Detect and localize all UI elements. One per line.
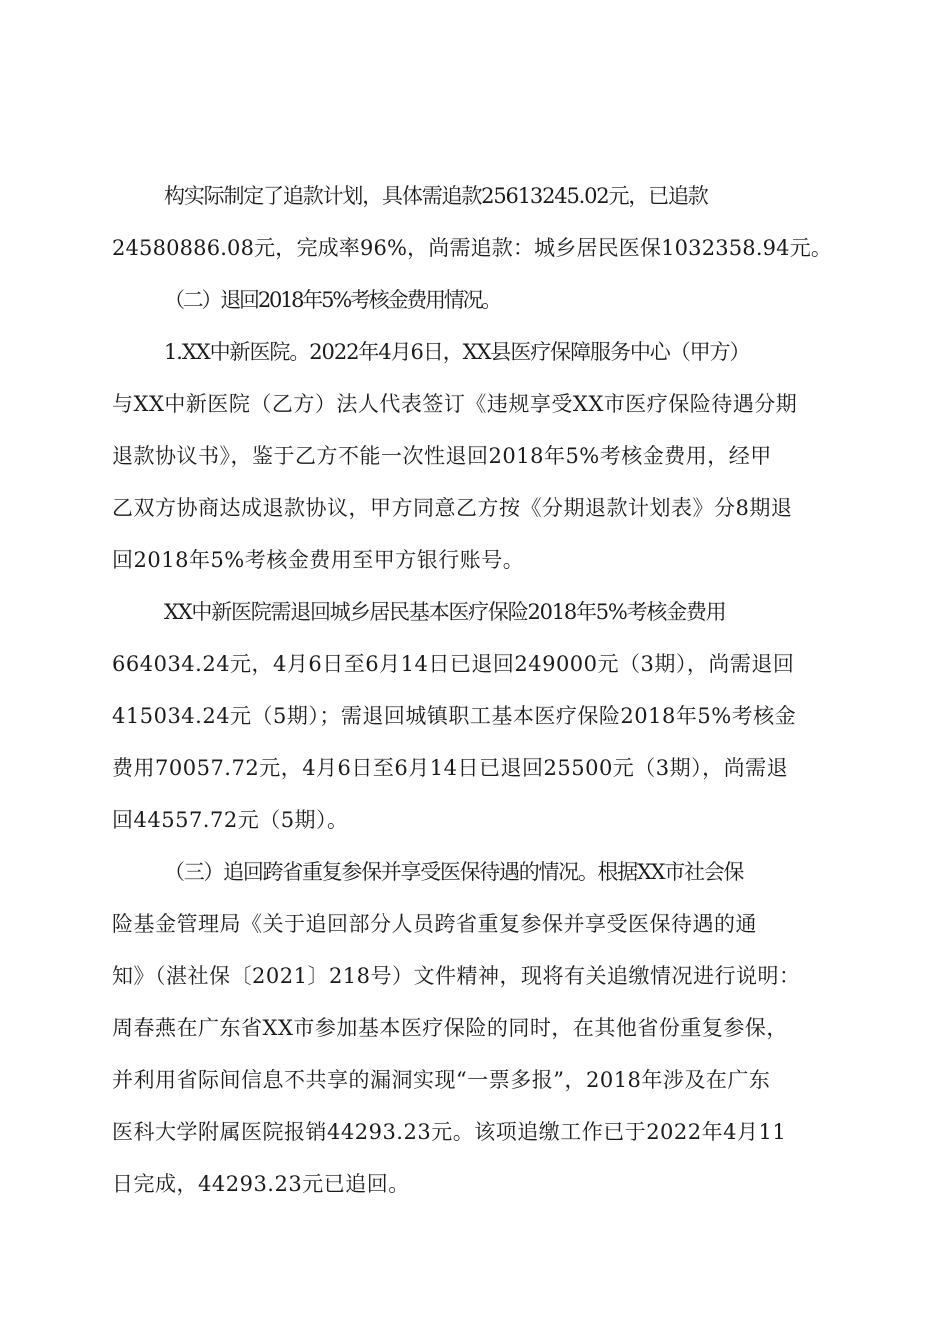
text-line: XX中新医院需退回城乡居民基本医疗保险2018年5%考核金费用 [164, 600, 726, 624]
text-line: 664034.24元，4月6日至6月14日已退回249000元（3期），尚需退回 [112, 652, 795, 676]
text-line: 乙双方协商达成退款协议，甲方同意乙方按《分期退款计划表》分8期退 [112, 496, 793, 520]
text-line: （二）退回2018年5%考核金费用情况。 [164, 288, 501, 312]
text-line: 险基金管理局《关于追回部分人员跨省重复参保并享受医保待遇的通 [112, 912, 757, 936]
text-line: 周春燕在广东省XX市参加基本医疗保险的同时，在其他省份重复参保， [112, 1016, 788, 1040]
body-text [112, 170, 832, 1210]
text-line: 费用70057.72元，4月6日至6月14日已退回25500元（3期），尚需退 [112, 756, 789, 780]
text-line: 并利用省际间信息不共享的漏洞实现“一票多报”，2018年涉及在广东 [112, 1068, 771, 1092]
text-line: （三）追回跨省重复参保并享受医保待遇的情况。根据XX市社会保 [164, 860, 744, 884]
text-line: 与XX中新医院（乙方）法人代表签订《违规享受XX市医疗保险待遇分期 [112, 392, 798, 416]
text-line: 医科大学附属医院报销44293.23元。该项追缴工作已于2022年4月11 [112, 1120, 787, 1144]
text-line: 回44557.72元（5期）。 [112, 808, 349, 832]
text-line: 退款协议书》，鉴于乙方不能一次性退回2018年5%考核金费用，经甲 [112, 444, 772, 468]
text-line: 24580886.08元，完成率96%，尚需追款：城乡居民医保1032358.94元。 [112, 236, 833, 260]
text-line: 415034.24元（5期）；需退回城镇职工基本医疗保险2018年5%考核金 [112, 704, 797, 728]
text-line: 1.XX中新医院。2022年4月6日，XX县医疗保障服务中心（甲方） [164, 340, 750, 364]
text-line: 回2018年5%考核金费用至甲方银行账号。 [112, 548, 525, 572]
text-line: 构实际制定了追款计划，具体需追款25613245.02元，已追款 [164, 184, 708, 208]
text-line: 知》（湛社保〔2021〕218号）文件精神，现将有关追缴情况进行说明： [112, 964, 801, 988]
text-line: 日完成，44293.23元已追回。 [112, 1172, 410, 1196]
